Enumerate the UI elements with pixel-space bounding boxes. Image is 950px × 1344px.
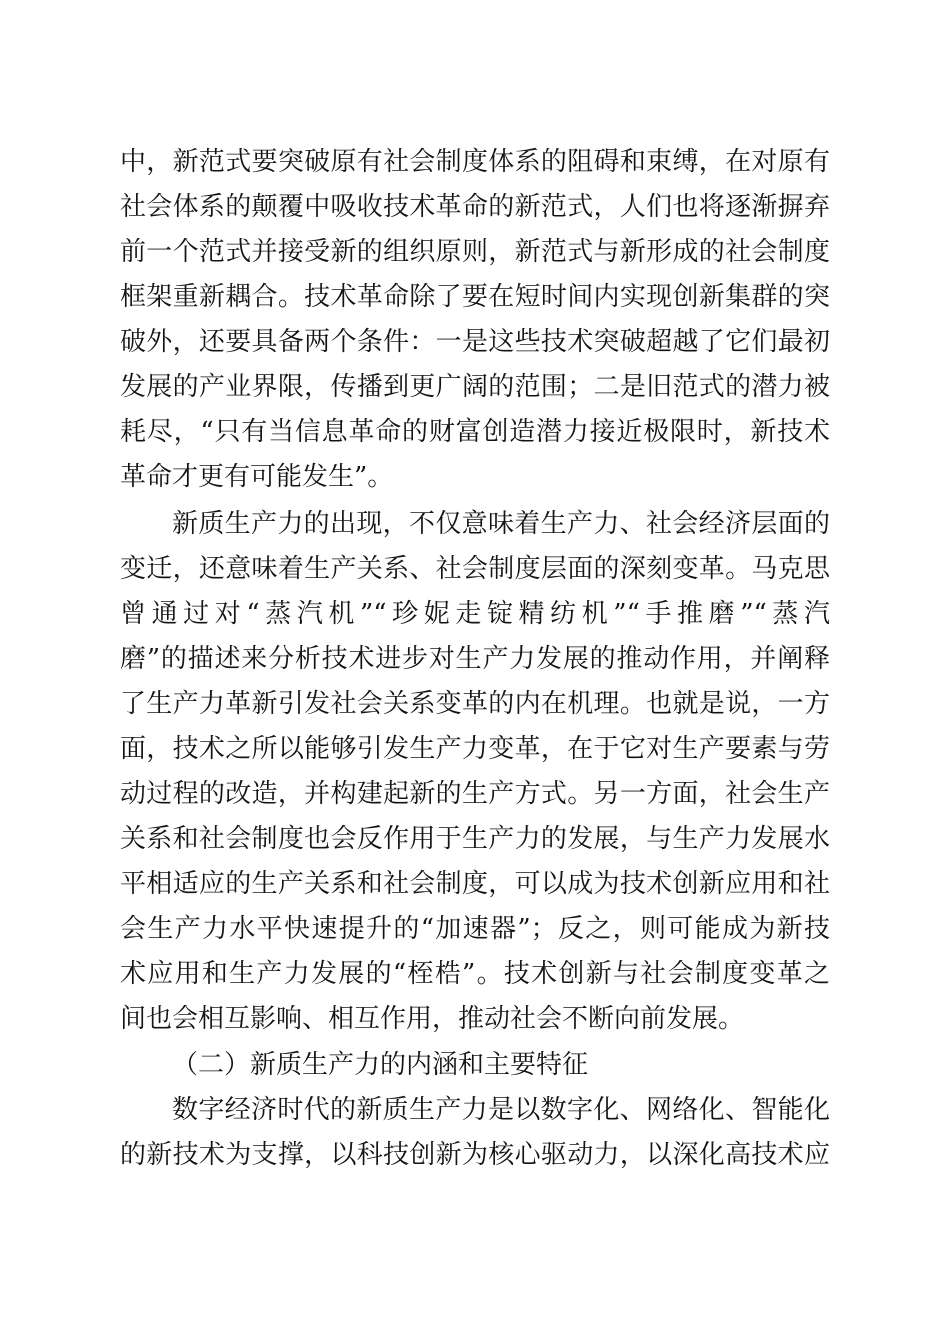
paragraph-1-line: 破外，还要具备两个条件：一是这些技术突破超越了它们最初 <box>120 327 830 357</box>
paragraph-1-line: 前一个范式并接受新的组织原则，新范式与新形成的社会制度 <box>120 237 830 267</box>
paragraph-2-line: 间也会相互影响、相互作用，推动社会不断向前发展。 <box>120 1004 745 1034</box>
paragraph-1-line: 耗尽，“只有当信息革命的财富创造潜力接近极限时，新技术 <box>120 417 830 447</box>
paragraph-2-line: 变迁，还意味着生产关系、社会制度层面的深刻变革。马克思 <box>120 554 830 584</box>
paragraph-2-line: 平相适应的生产关系和社会制度，可以成为技术创新应用和社 <box>120 869 830 899</box>
paragraph-2-line: 术应用和生产力发展的“桎梏”。技术创新与社会制度变革之 <box>120 959 830 989</box>
paragraph-1-line: 发展的产业界限，传播到更广阔的范围；二是旧范式的潜力被 <box>120 372 830 402</box>
paragraph-2-line: 了生产力革新引发社会关系变革的内在机理。也就是说，一方 <box>120 689 830 719</box>
paragraph-1-line: 革命才更有可能发生”。 <box>120 462 394 492</box>
paragraph-3-line: 数字经济时代的新质生产力是以数字化、网络化、智能化 <box>172 1095 830 1125</box>
paragraph-2-line: 关系和社会制度也会反作用于生产力的发展，与生产力发展水 <box>120 824 830 854</box>
paragraph-3-line: 的新技术为支撑，以科技创新为核心驱动力，以深化高技术应 <box>120 1140 830 1170</box>
paragraph-2-line: 会生产力水平快速提升的“加速器”；反之，则可能成为新技 <box>120 914 830 944</box>
paragraph-2-line: 曾通过对“蒸汽机”“珍妮走锭精纺机”“手推磨”“蒸汽 <box>120 599 830 629</box>
paragraph-1-line: 框架重新耦合。技术革命除了要在短时间内实现创新集群的突 <box>120 282 830 312</box>
paragraph-2-line: 新质生产力的出现，不仅意味着生产力、社会经济层面的 <box>172 509 830 539</box>
paragraph-1-line: 社会体系的颠覆中吸收技术革命的新范式，人们也将逐渐摒弃 <box>120 192 830 222</box>
paragraph-2-line: 磨”的描述来分析技术进步对生产力发展的推动作用，并阐释 <box>120 644 830 674</box>
paragraph-2-line: 动过程的改造，并构建起新的生产方式。另一方面，社会生产 <box>120 779 830 809</box>
paragraph-1-line: 中，新范式要突破原有社会制度体系的阻碍和束缚，在对原有 <box>120 147 830 177</box>
paragraph-2-line: 面，技术之所以能够引发生产力变革，在于它对生产要素与劳 <box>120 734 830 764</box>
section-heading: （二）新质生产力的内涵和主要特征 <box>172 1050 589 1080</box>
